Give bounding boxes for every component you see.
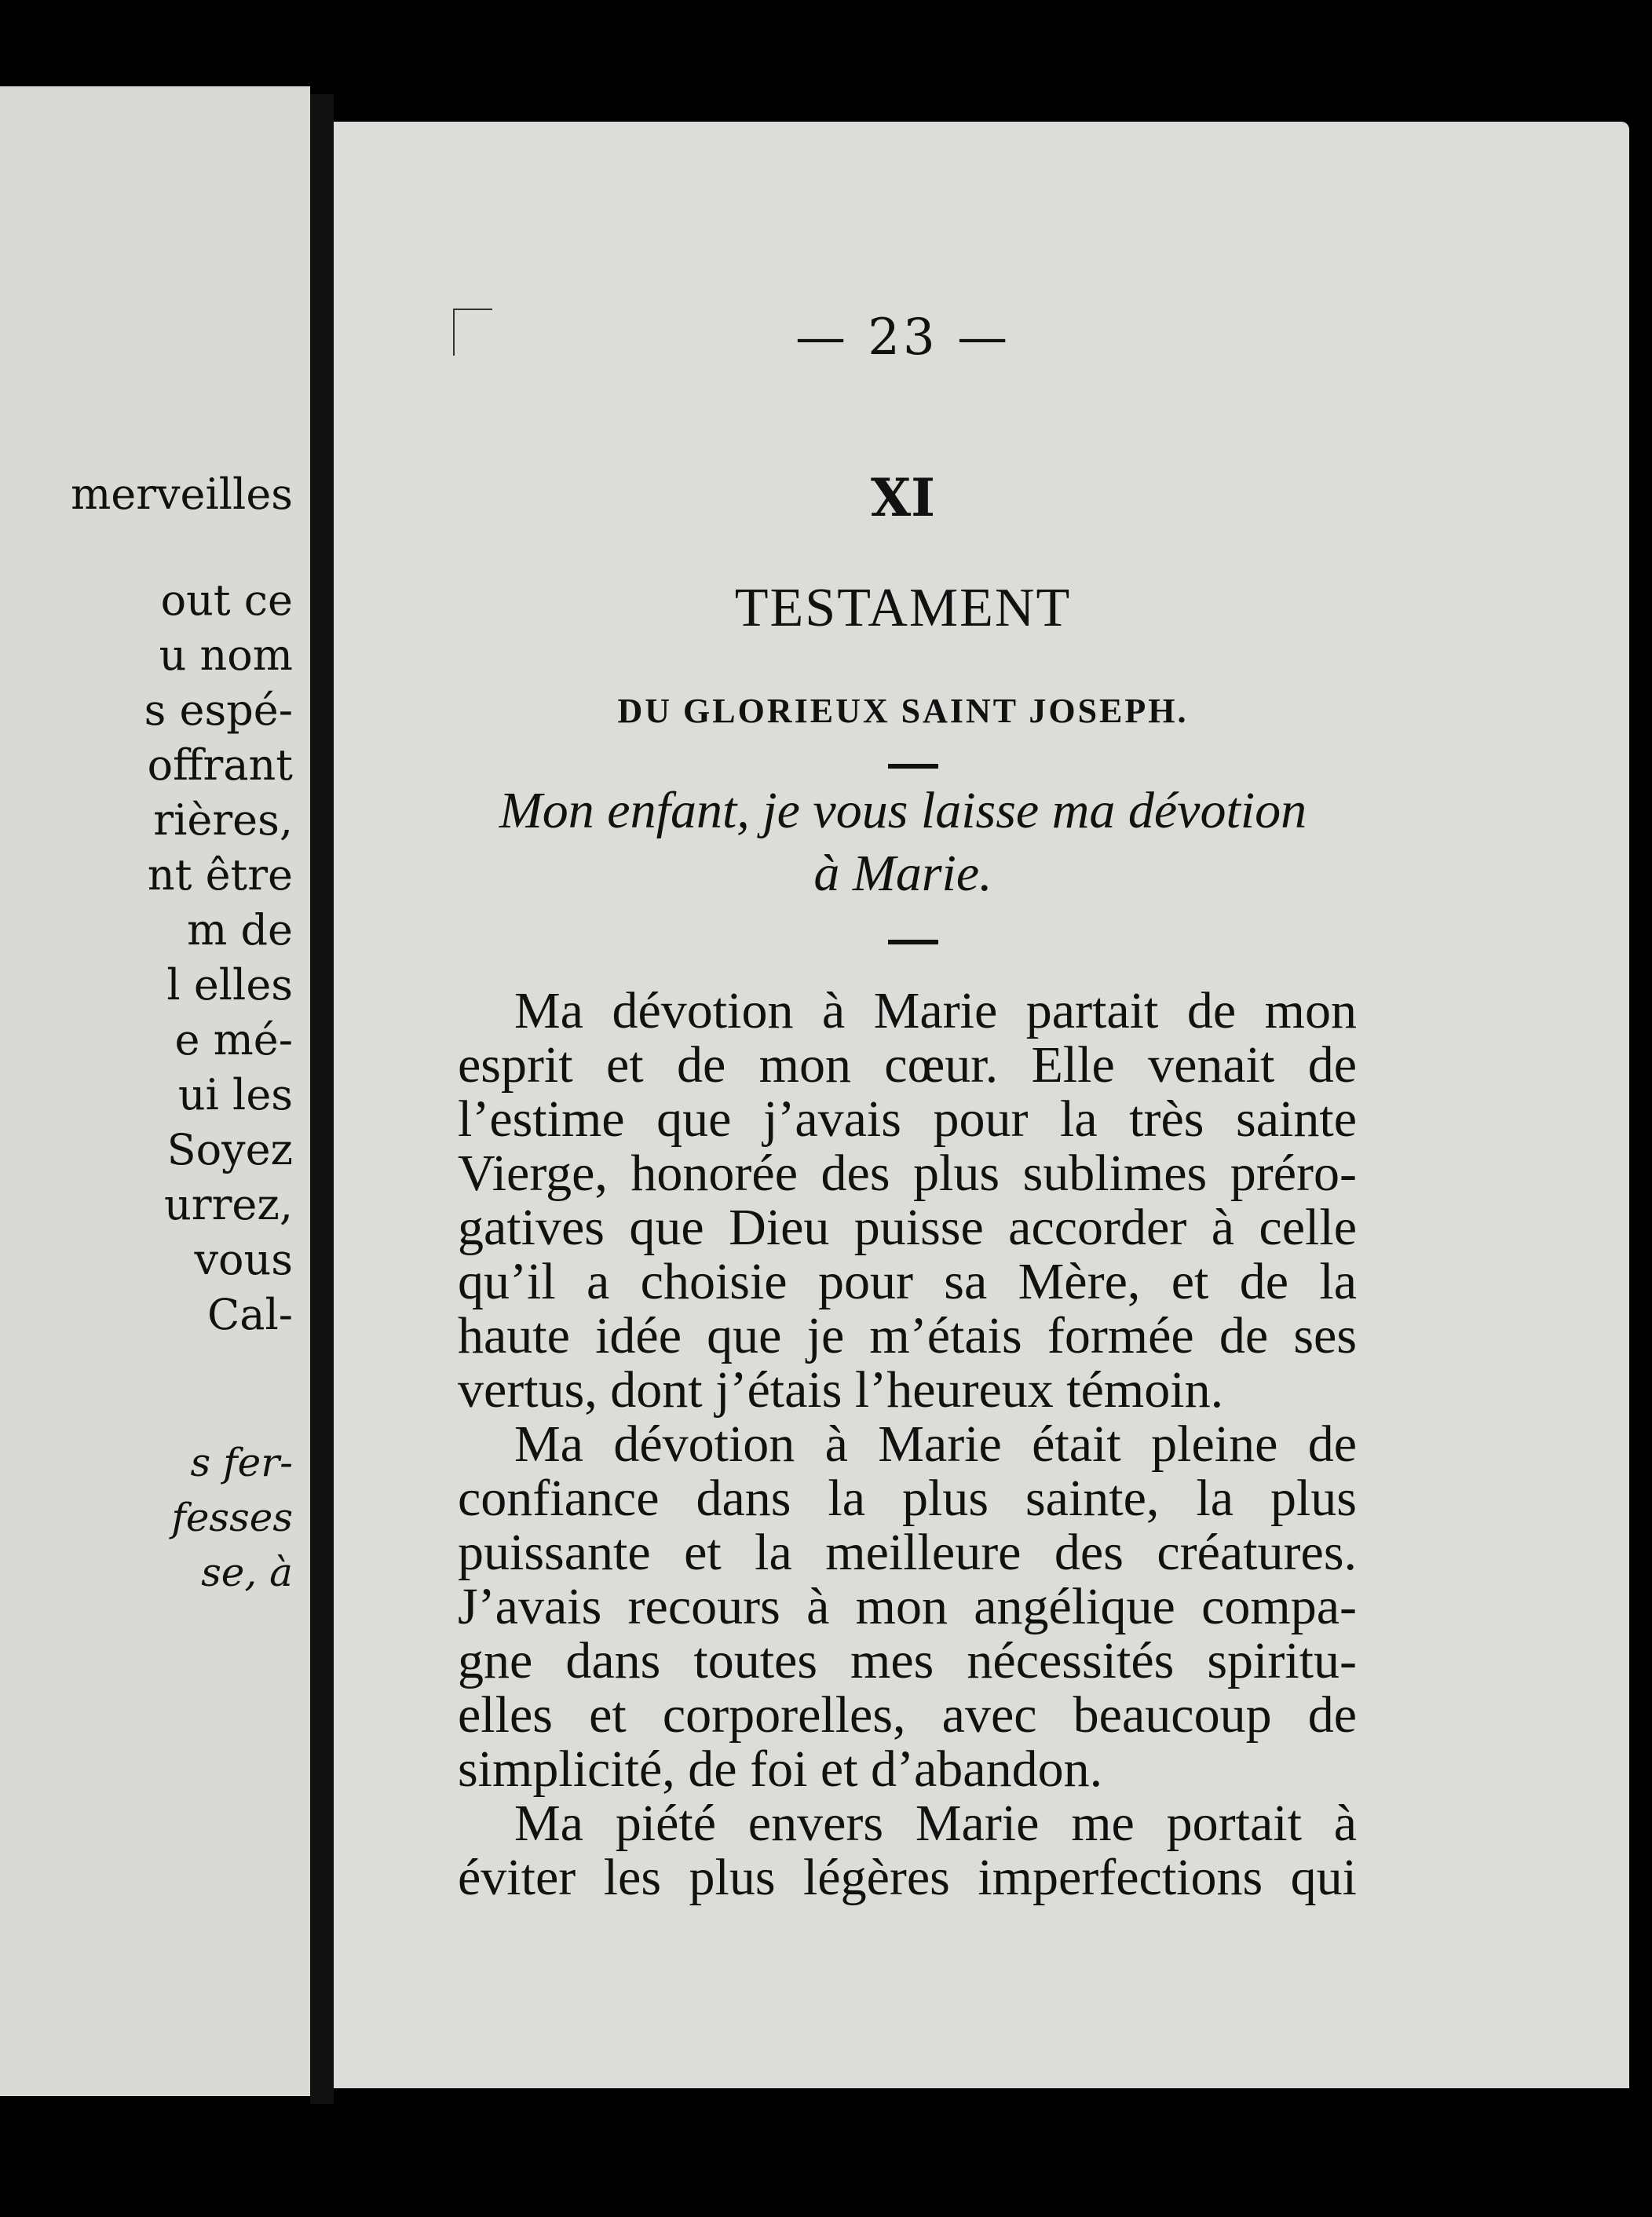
- page-number: — 23 —: [795, 309, 1011, 367]
- left-page-line: Soyez: [166, 1125, 293, 1174]
- motto-line: Mon enfant, je vous laisse ma dévotion: [499, 782, 1307, 839]
- body-line: Ma dévotion à Marie partait de mon: [514, 982, 1357, 1039]
- body-line: vertus, dont j’étais l’heureux témoin.: [458, 1361, 1224, 1419]
- right-page: [334, 122, 1629, 2088]
- body-line: l’estime que j’avais pour la très sainte: [458, 1090, 1357, 1148]
- body-line: elles et corporelles, avec beaucoup de: [458, 1686, 1357, 1744]
- body-line: Ma dévotion à Marie était pleine de: [514, 1415, 1357, 1473]
- left-page-line: vous: [194, 1235, 293, 1284]
- body-line: puissante et la meilleure des créatures.: [458, 1524, 1357, 1581]
- motto-line: à Marie.: [813, 845, 992, 902]
- body-line: Vierge, honorée des plus sublimes préro-: [458, 1145, 1357, 1202]
- body-line: gatives que Dieu puisse accorder à celle: [458, 1199, 1357, 1256]
- body-line: esprit et de mon cœur. Elle venait de: [458, 1036, 1357, 1094]
- body-line: haute idée que je m’étais formée de ses: [458, 1307, 1357, 1364]
- left-page-line: nt être: [147, 850, 293, 900]
- body-line: qu’il a choisie pour sa Mère, et de la: [458, 1253, 1357, 1310]
- left-page-line: Cal-: [206, 1290, 293, 1339]
- section-rule: [888, 764, 938, 769]
- body-line: simplicité, de foi et d’abandon.: [458, 1740, 1103, 1798]
- body-line: Ma piété envers Marie me portait à: [514, 1795, 1357, 1852]
- left-page-italic-line: fesses: [171, 1495, 293, 1540]
- left-page-line: out ce: [160, 575, 293, 625]
- motto: [334, 780, 1472, 905]
- body-line: J’avais recours à mon angélique compa-: [458, 1578, 1357, 1635]
- left-page-line: offrant: [147, 740, 293, 790]
- left-page-italic-line: s fer-: [190, 1440, 293, 1485]
- body-line: éviter les plus légères imperfections qui: [458, 1849, 1357, 1906]
- left-page-line: m de: [187, 905, 293, 955]
- chapter-subtitle: DU GLORIEUX SAINT JOSEPH.: [617, 692, 1189, 730]
- left-page-line: u nom: [159, 630, 293, 680]
- left-page-line: l elles: [166, 960, 293, 1010]
- left-page-line: urrez,: [164, 1180, 293, 1229]
- book-spine: [310, 94, 334, 2104]
- left-page-line: rières,: [153, 795, 293, 845]
- left-page-line: ui les: [177, 1070, 293, 1119]
- left-page-italic-line: se, à: [201, 1550, 293, 1595]
- left-page-line: e mé-: [174, 1015, 293, 1065]
- left-page-line: merveilles: [71, 469, 293, 519]
- left-page: [0, 86, 310, 2096]
- section-rule: [888, 940, 938, 944]
- body-line: confiance dans la plus sainte, la plus: [458, 1470, 1357, 1527]
- left-page-line: s espé-: [144, 685, 293, 735]
- chapter-number: XI: [870, 467, 936, 528]
- chapter-title: TESTAMENT: [734, 578, 1072, 638]
- body-line: gne dans toutes mes nécessités spiritu-: [458, 1632, 1357, 1689]
